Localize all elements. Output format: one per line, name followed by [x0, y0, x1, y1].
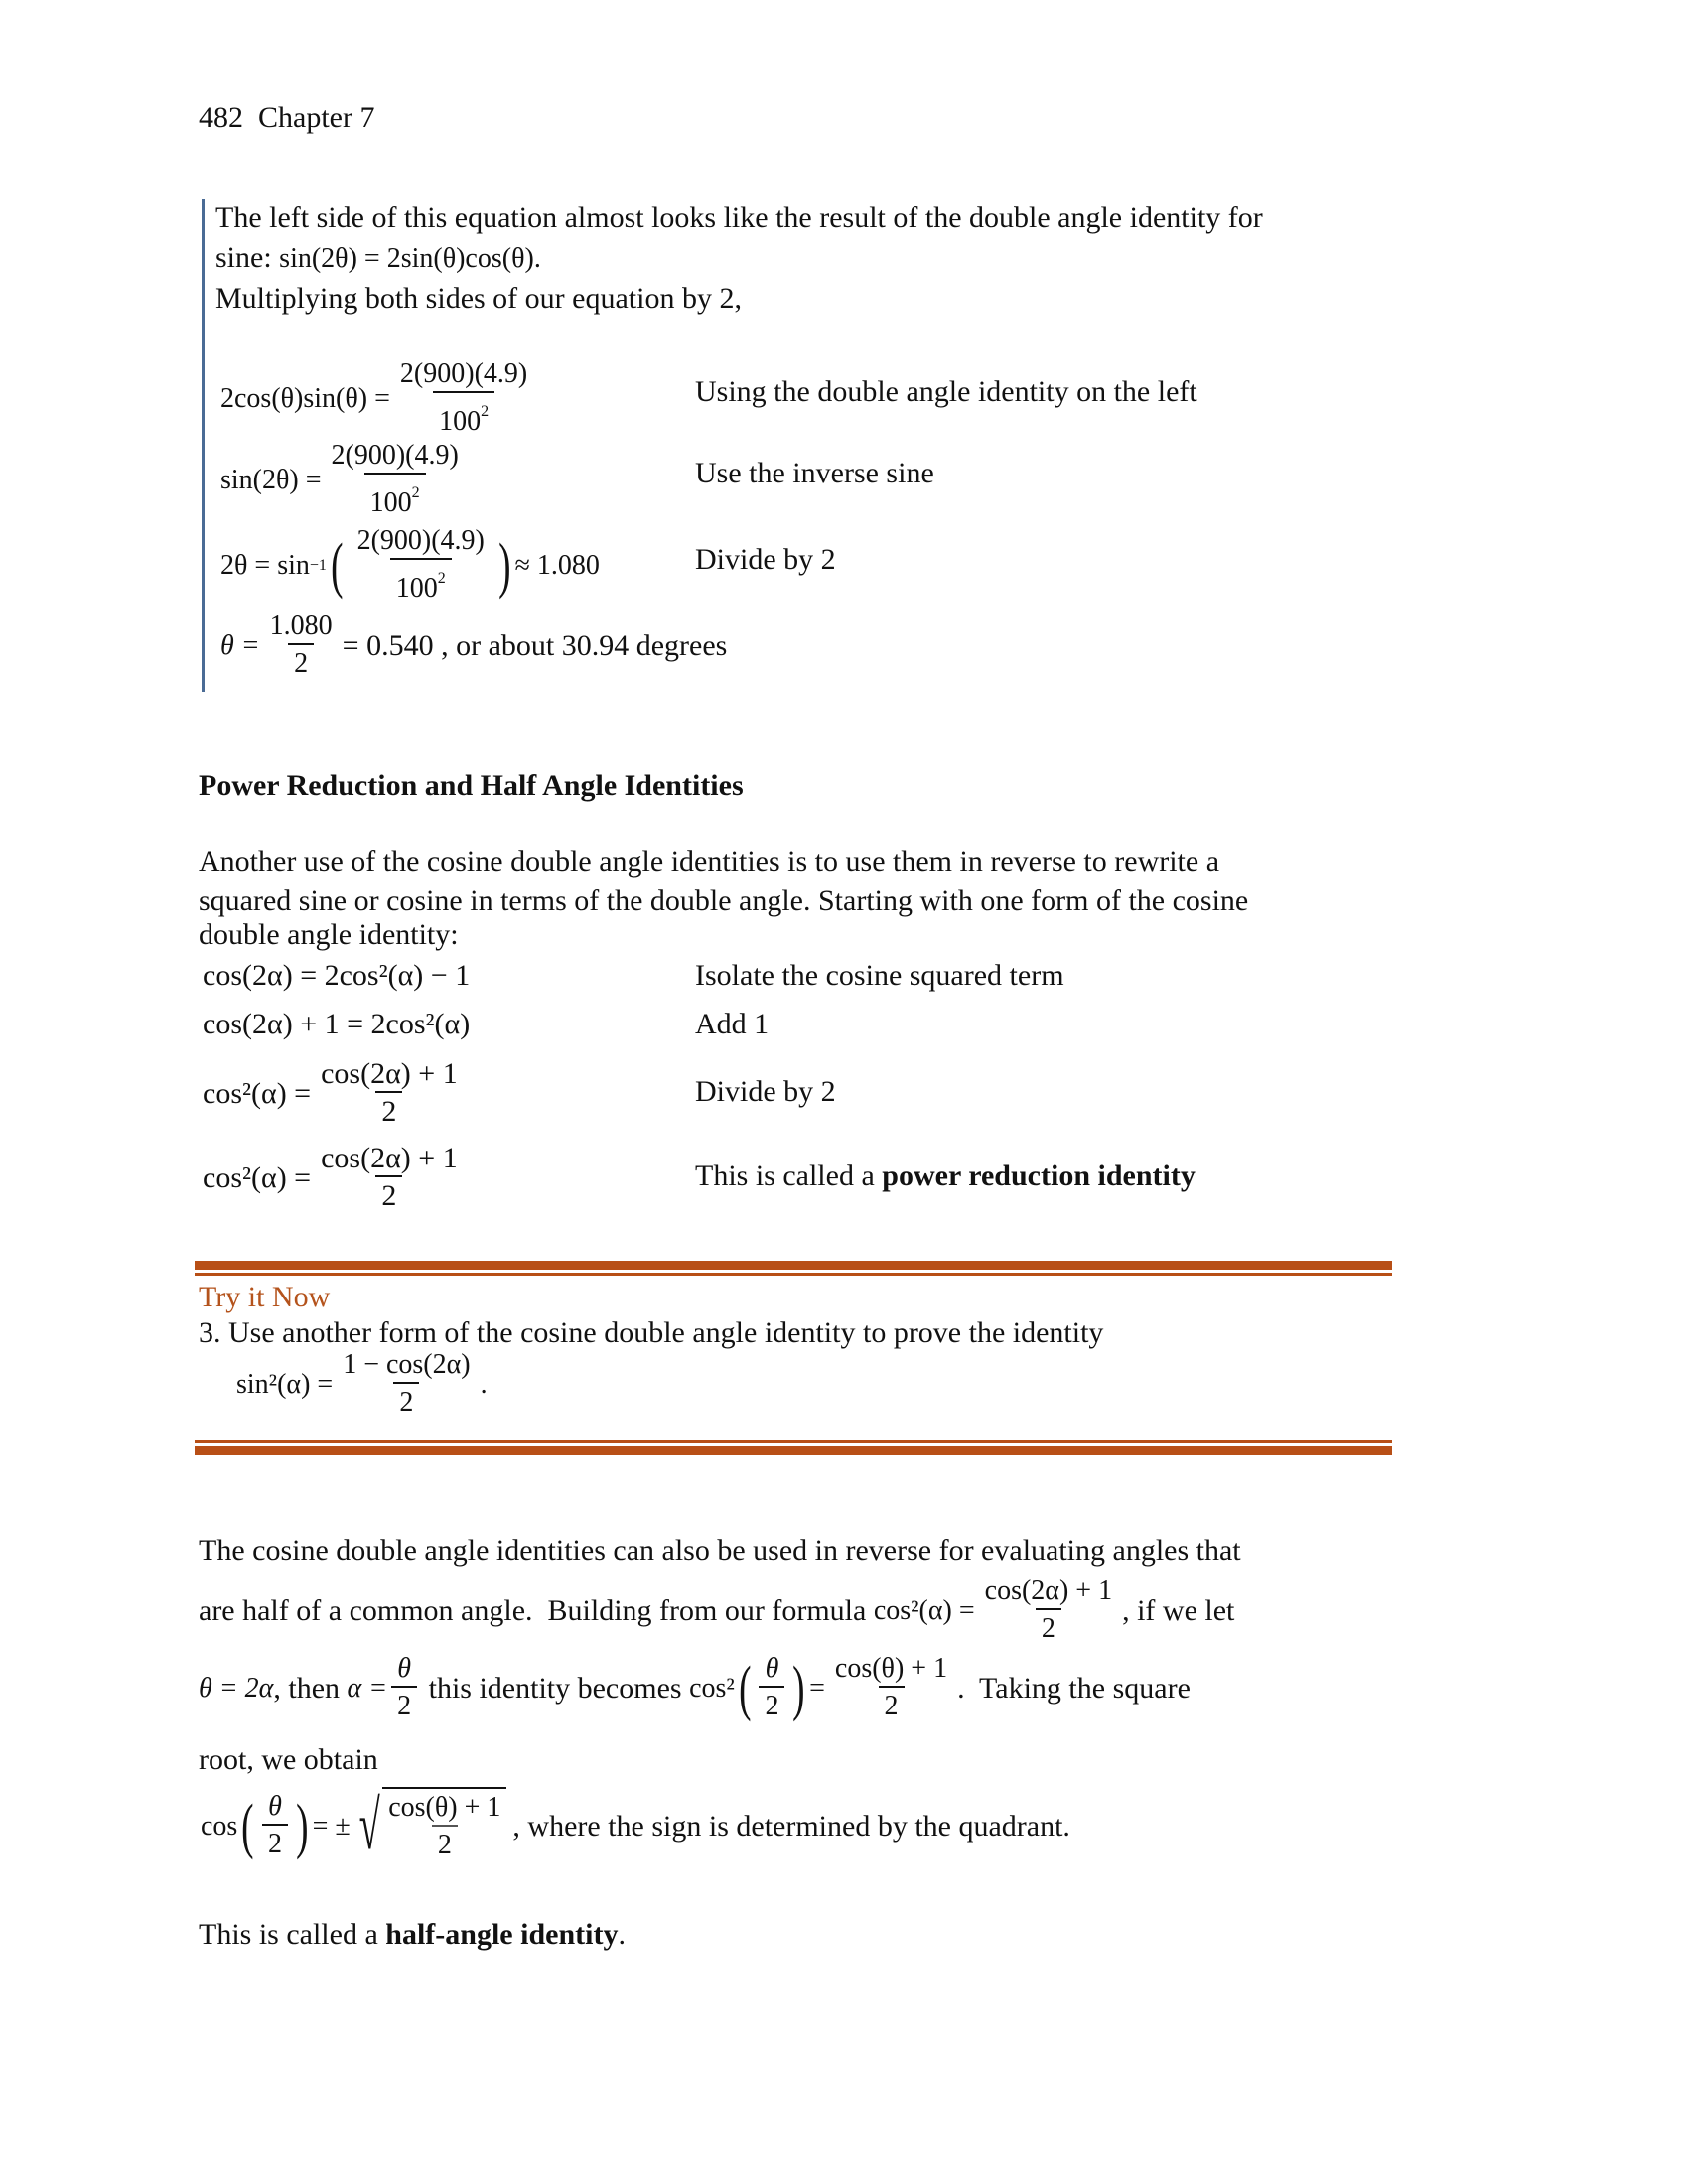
example-intro-line2: sine: sin(2θ) = 2sin(θ)cos(θ).: [215, 241, 541, 274]
derivation-step-1-note: Isolate the cosine squared term: [695, 959, 1064, 992]
derivation-step-2-note: Add 1: [695, 1008, 770, 1040]
try-it-now-top-rule: [195, 1261, 1392, 1270]
fraction: $\frac{\cos(\theta) + 1}{2}$: [829, 1652, 953, 1725]
try-it-now-bottom-rule: [195, 1446, 1392, 1455]
section-para-line3: double angle identity:: [199, 918, 459, 951]
half-angle-term: half-angle identity: [385, 1918, 619, 1951]
try-it-now-problem: 3. Use another form of the cosine double angle identity to prove the identity: [199, 1316, 1104, 1349]
try-it-now-bottom-rule-thin: [195, 1440, 1392, 1443]
page-number: 482: [199, 101, 243, 134]
try-it-now-identity: sin²(α) = $\frac{1 - \cos(2\alpha)}{2}$ .: [236, 1348, 488, 1422]
derivation-step-4-note: This is called a power reduction identity: [695, 1160, 1196, 1192]
right-paren: ): [498, 532, 511, 600]
page-header: [199, 101, 374, 135]
fraction: $\frac{\theta}{2}$: [759, 1652, 784, 1725]
section-para-line1: Another use of the cosine double angle identities is to use them in reverse to rewrite a: [199, 845, 1220, 878]
derivation-step-3-note: Divide by 2: [695, 1075, 836, 1108]
fraction: $\frac{2(900)(4.9)}{100^2}$: [394, 357, 533, 441]
half-angle-line1: The cosine double angle identities can also be used in reverse for evaluating angles that: [199, 1534, 1241, 1567]
half-angle-closing: This is called a half-angle identity.: [199, 1918, 626, 1951]
derivation-step-4: cos²(α) = $\frac{\cos(2\alpha) + 1}{2}$: [203, 1142, 468, 1215]
derivation-step-2: cos(2α) + 1 = 2cos²(α): [203, 1008, 471, 1040]
fraction: $\frac{\cos(2\alpha) + 1}{2}$: [315, 1057, 464, 1131]
half-angle-line4: root, we obtain: [199, 1743, 378, 1776]
fraction: $\frac{1 - \cos(2\alpha)}{2}$: [337, 1348, 476, 1422]
fraction: $\frac{\theta}{2}$: [262, 1790, 288, 1863]
half-angle-line2: are half of a common angle. Building from our formula cos²(α) = $\frac{\cos(2\alpha) + 1}{2}$ , if we let: [199, 1574, 1234, 1648]
left-paren: (: [331, 532, 344, 600]
fraction: $\frac{1.080}{2}$: [264, 610, 339, 683]
example-step-2-note: Use the inverse sine: [695, 457, 934, 489]
example-step-3-note: Divide by 2: [695, 543, 836, 576]
try-it-now-top-rule-thin: [195, 1273, 1392, 1276]
fraction: $\frac{\theta}{2}$: [391, 1652, 417, 1725]
derivation-step-1: cos(2α) = 2cos²(α) − 1: [203, 959, 471, 992]
example-intro-line3: Multiplying both sides of our equation by 2,: [215, 282, 742, 315]
radical-icon: √: [358, 1788, 380, 1864]
example-step-1-note: Using the double angle identity on the left: [695, 375, 1197, 408]
half-angle-identity: cos ( $\frac{\theta}{2}$ ) = ± √ $\frac{\cos(\theta) + 1}{2}$ , where the sign is determined by the quadrant.: [201, 1788, 1070, 1864]
fraction: $\frac{\cos(2\alpha) + 1}{2}$: [979, 1574, 1118, 1648]
section-para-line2: squared sine or cosine in terms of the double angle. Starting with one form of the cosine: [199, 885, 1249, 917]
section-heading: Power Reduction and Half Angle Identities: [199, 769, 744, 802]
chapter-label: Chapter 7: [258, 101, 375, 134]
example-step-3: 2θ = sin −1 ( $\frac{2(900)(4.9)}{100^2}$ ) ≈ 1.080: [220, 524, 600, 608]
square-root: [351, 1787, 507, 1866]
derivation-step-3: cos²(α) = $\frac{\cos(2\alpha) + 1}{2}$: [203, 1057, 468, 1131]
fraction: $\frac{2(900)(4.9)}{100^2}$: [326, 439, 465, 522]
power-reduction-term: power reduction identity: [882, 1160, 1196, 1192]
fraction: $\frac{2(900)(4.9)}{100^2}$: [352, 524, 491, 608]
sine-double-angle-identity: sin(2θ) = 2sin(θ)cos(θ).: [279, 243, 541, 274]
example-step-2: sin(2θ) = $\frac{2(900)(4.9)}{100^2}$: [220, 439, 469, 522]
fraction: $\frac{\cos(2\alpha) + 1}{2}$: [315, 1142, 464, 1215]
example-intro-line1: The left side of this equation almost looks like the result of the double angle identity for: [215, 202, 1263, 234]
example-step-4: θ = $\frac{1.080}{2}$ = 0.540 , or about 30.94 degrees: [220, 610, 727, 683]
try-it-now-label: Try it Now: [199, 1281, 331, 1313]
fraction: $\frac{\cos(\theta) + 1}{2}$: [382, 1791, 506, 1864]
example-step-1: 2cos(θ)sin(θ) = $\frac{2(900)(4.9)}{100^2}$: [220, 357, 537, 441]
half-angle-line3: θ = 2α , then α = $\frac{\theta}{2}$ this identity becomes cos² ( $\frac{\theta}{2}$ ) = $\frac{\cos(\theta) + 1}{2}$ . Taking the square: [199, 1652, 1191, 1725]
